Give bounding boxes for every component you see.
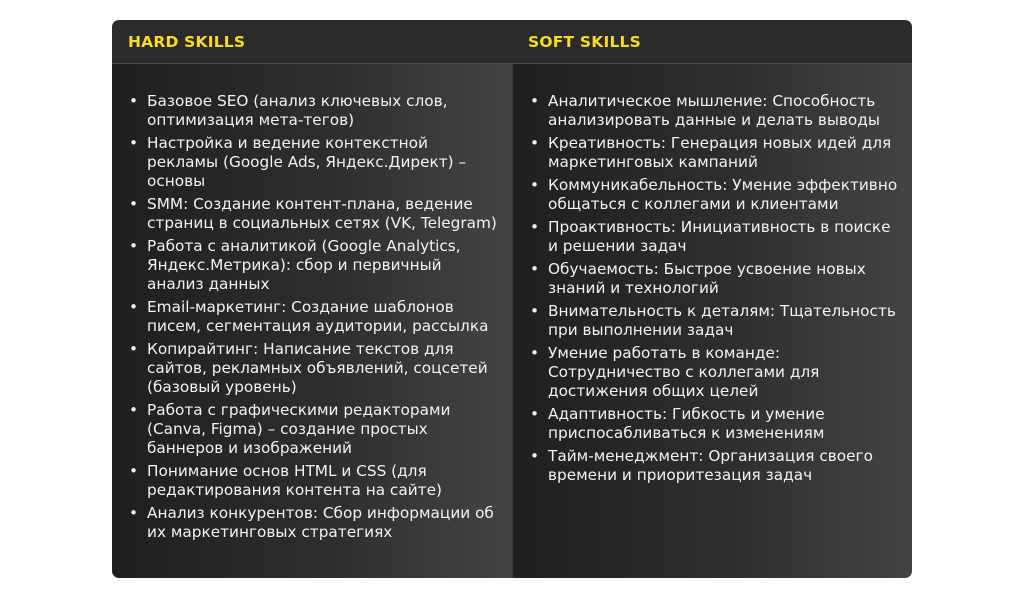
hard-skills-list — [126, 92, 502, 542]
list-item — [527, 92, 902, 130]
soft-skills-column — [512, 64, 912, 578]
bullet-icon: • — [129, 340, 139, 358]
bullet-icon: • — [530, 302, 540, 320]
table-header — [112, 20, 912, 64]
hard-skill-text: Понимание основ HTML и CSS (для редактирования контента на сайте) — [147, 462, 442, 499]
soft-skill-text: Тайм-менеджмент: Организация своего времени и приоритезация задач — [548, 447, 873, 484]
hard-skills-column — [112, 64, 512, 578]
soft-skill-text: Адаптивность: Гибкость и умение приспосабливаться к изменениям — [548, 405, 825, 442]
soft-skill-text: Внимательность к деталям: Тщательность при выполнении задач — [548, 302, 896, 339]
hard-skill-text: Email-маркетинг: Создание шаблонов писем, сегментация аудитории, рассылка — [147, 298, 489, 335]
soft-skill-text: Коммуникабельность: Умение эффективно общаться с коллегами и клиентами — [548, 176, 898, 213]
list-item — [527, 218, 902, 256]
soft-skills-heading: SOFT SKILLS — [528, 32, 641, 51]
hard-skill-text: Базовое SEO (анализ ключевых слов, оптимизация мета-тегов) — [147, 92, 448, 129]
list-item — [126, 401, 502, 458]
bullet-icon: • — [530, 344, 540, 362]
bullet-icon: • — [530, 176, 540, 194]
list-item — [527, 447, 902, 485]
hard-skill-text: Настройка и ведение контекстной рекламы (Google Ads, Яндекс.Директ) – основы — [147, 134, 467, 190]
list-item — [527, 176, 902, 214]
hard-skill-text: Работа с графическими редакторами (Canva, Figma) – создание простых баннеров и изображений — [147, 401, 451, 457]
list-item — [126, 462, 502, 500]
soft-skills-list — [527, 92, 902, 485]
list-item — [527, 344, 902, 401]
bullet-icon: • — [129, 462, 139, 480]
list-item — [126, 340, 502, 397]
hard-skill-text: Копирайтинг: Написание текстов для сайтов, рекламных объявлений, соцсетей (базовый уровень) — [147, 340, 488, 396]
soft-skill-text: Креативность: Генерация новых идей для маркетинговых кампаний — [548, 134, 892, 171]
list-item — [527, 405, 902, 443]
hard-skill-text: SMM: Создание контент-плана, ведение страниц в социальных сетях (VK, Telegram) — [147, 195, 497, 232]
bullet-icon: • — [530, 218, 540, 236]
skills-table — [112, 20, 912, 578]
list-item — [126, 92, 502, 130]
list-item — [527, 134, 902, 172]
soft-skill-text: Умение работать в команде: Сотрудничество с коллегами для достижения общих целей — [548, 344, 820, 400]
list-item — [527, 260, 902, 298]
bullet-icon: • — [530, 447, 540, 465]
soft-skill-text: Обучаемость: Быстрое усвоение новых знаний и технологий — [548, 260, 866, 297]
hard-skill-text: Анализ конкурентов: Сбор информации об их маркетинговых стратегиях — [147, 504, 494, 541]
hard-skill-text: Работа с аналитикой (Google Analytics, Яндекс.Метрика): сбор и первичный анализ данных — [147, 237, 461, 293]
list-item — [527, 302, 902, 340]
list-item — [126, 298, 502, 336]
list-item — [126, 134, 502, 191]
bullet-icon: • — [129, 237, 139, 255]
bullet-icon: • — [129, 504, 139, 522]
soft-skill-text: Аналитическое мышление: Способность анализировать данные и делать выводы — [548, 92, 880, 129]
bullet-icon: • — [530, 134, 540, 152]
bullet-icon: • — [530, 92, 540, 110]
bullet-icon: • — [129, 298, 139, 316]
list-item — [126, 195, 502, 233]
bullet-icon: • — [129, 195, 139, 213]
soft-skill-text: Проактивность: Инициативность в поиске и решении задач — [548, 218, 891, 255]
hard-skills-heading: HARD SKILLS — [128, 32, 246, 51]
table-body — [112, 64, 912, 578]
list-item — [126, 504, 502, 542]
bullet-icon: • — [129, 92, 139, 110]
bullet-icon: • — [129, 401, 139, 419]
bullet-icon: • — [530, 405, 540, 423]
list-item — [126, 237, 502, 294]
bullet-icon: • — [129, 134, 139, 152]
bullet-icon: • — [530, 260, 540, 278]
